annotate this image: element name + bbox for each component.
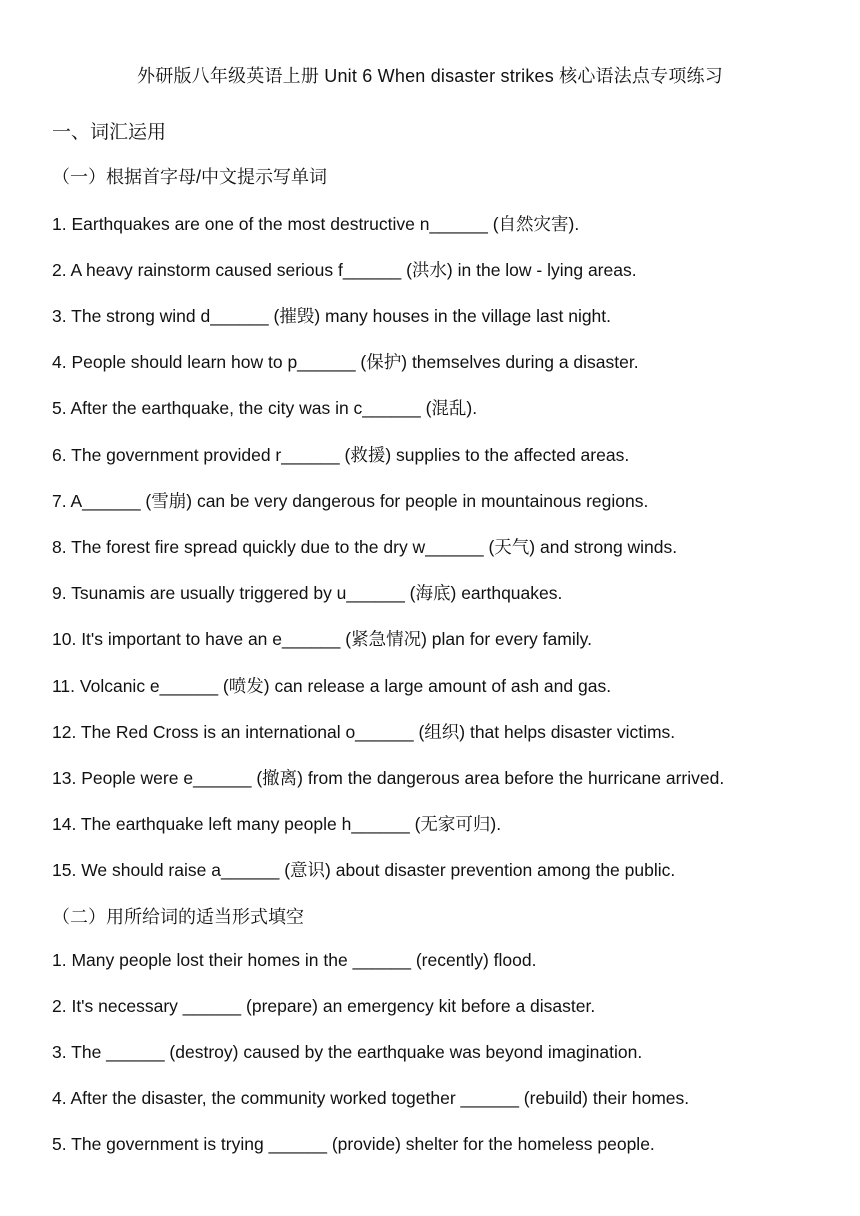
part-1-heading: （一）根据首字母/中文提示写单词 bbox=[52, 167, 327, 187]
exercise-item: 2. It's necessary ______ (prepare) an emergency kit before a disaster. bbox=[52, 996, 596, 1016]
exercise-item: 1. Many people lost their homes in the ______ (recently) flood. bbox=[52, 950, 537, 970]
exercise-item: 8. The forest fire spread quickly due to the dry w______ (天气) and strong winds. bbox=[52, 537, 678, 557]
section-heading-vocabulary: 一、词汇运用 bbox=[52, 122, 167, 143]
exercise-item: 2. A heavy rainstorm caused serious f______ (洪水) in the low - lying areas. bbox=[52, 260, 637, 280]
exercise-item: 3. The ______ (destroy) caused by the earthquake was beyond imagination. bbox=[52, 1042, 643, 1062]
part-2-heading: （二）用所给词的适当形式填空 bbox=[52, 907, 304, 927]
exercise-item: 13. People were e______ (撤离) from the dangerous area before the hurricane arrived. bbox=[52, 768, 725, 788]
exercise-item: 4. After the disaster, the community worked together ______ (rebuild) their homes. bbox=[52, 1088, 690, 1108]
exercise-item: 12. The Red Cross is an international o______ (组织) that helps disaster victims. bbox=[52, 722, 676, 742]
exercise-item: 11. Volcanic e______ (喷发) can release a large amount of ash and gas. bbox=[52, 676, 612, 696]
exercise-item: 10. It's important to have an e______ (紧急情况) plan for every family. bbox=[52, 629, 592, 649]
exercise-item: 15. We should raise a______ (意识) about disaster prevention among the public. bbox=[52, 860, 676, 880]
exercise-item: 3. The strong wind d______ (摧毁) many houses in the village last night. bbox=[52, 306, 612, 326]
exercise-item: 14. The earthquake left many people h______ (无家可归). bbox=[52, 814, 502, 834]
exercise-item: 1. Earthquakes are one of the most destructive n______ (自然灾害). bbox=[52, 214, 580, 234]
exercise-item: 5. After the earthquake, the city was in c______ (混乱). bbox=[52, 398, 478, 418]
exercise-item: 4. People should learn how to p______ (保护) themselves during a disaster. bbox=[52, 352, 639, 372]
exercise-item: 9. Tsunamis are usually triggered by u______ (海底) earthquakes. bbox=[52, 583, 563, 603]
exercise-item: 5. The government is trying ______ (provide) shelter for the homeless people. bbox=[52, 1134, 655, 1154]
exercise-item: 6. The government provided r______ (救援) supplies to the affected areas. bbox=[52, 445, 630, 465]
exercise-item: 7. A______ (雪崩) can be very dangerous for people in mountainous regions. bbox=[52, 491, 649, 511]
worksheet-title: 外研版八年级英语上册 Unit 6 When disaster strikes 核心语法点专项练习 bbox=[137, 66, 723, 86]
